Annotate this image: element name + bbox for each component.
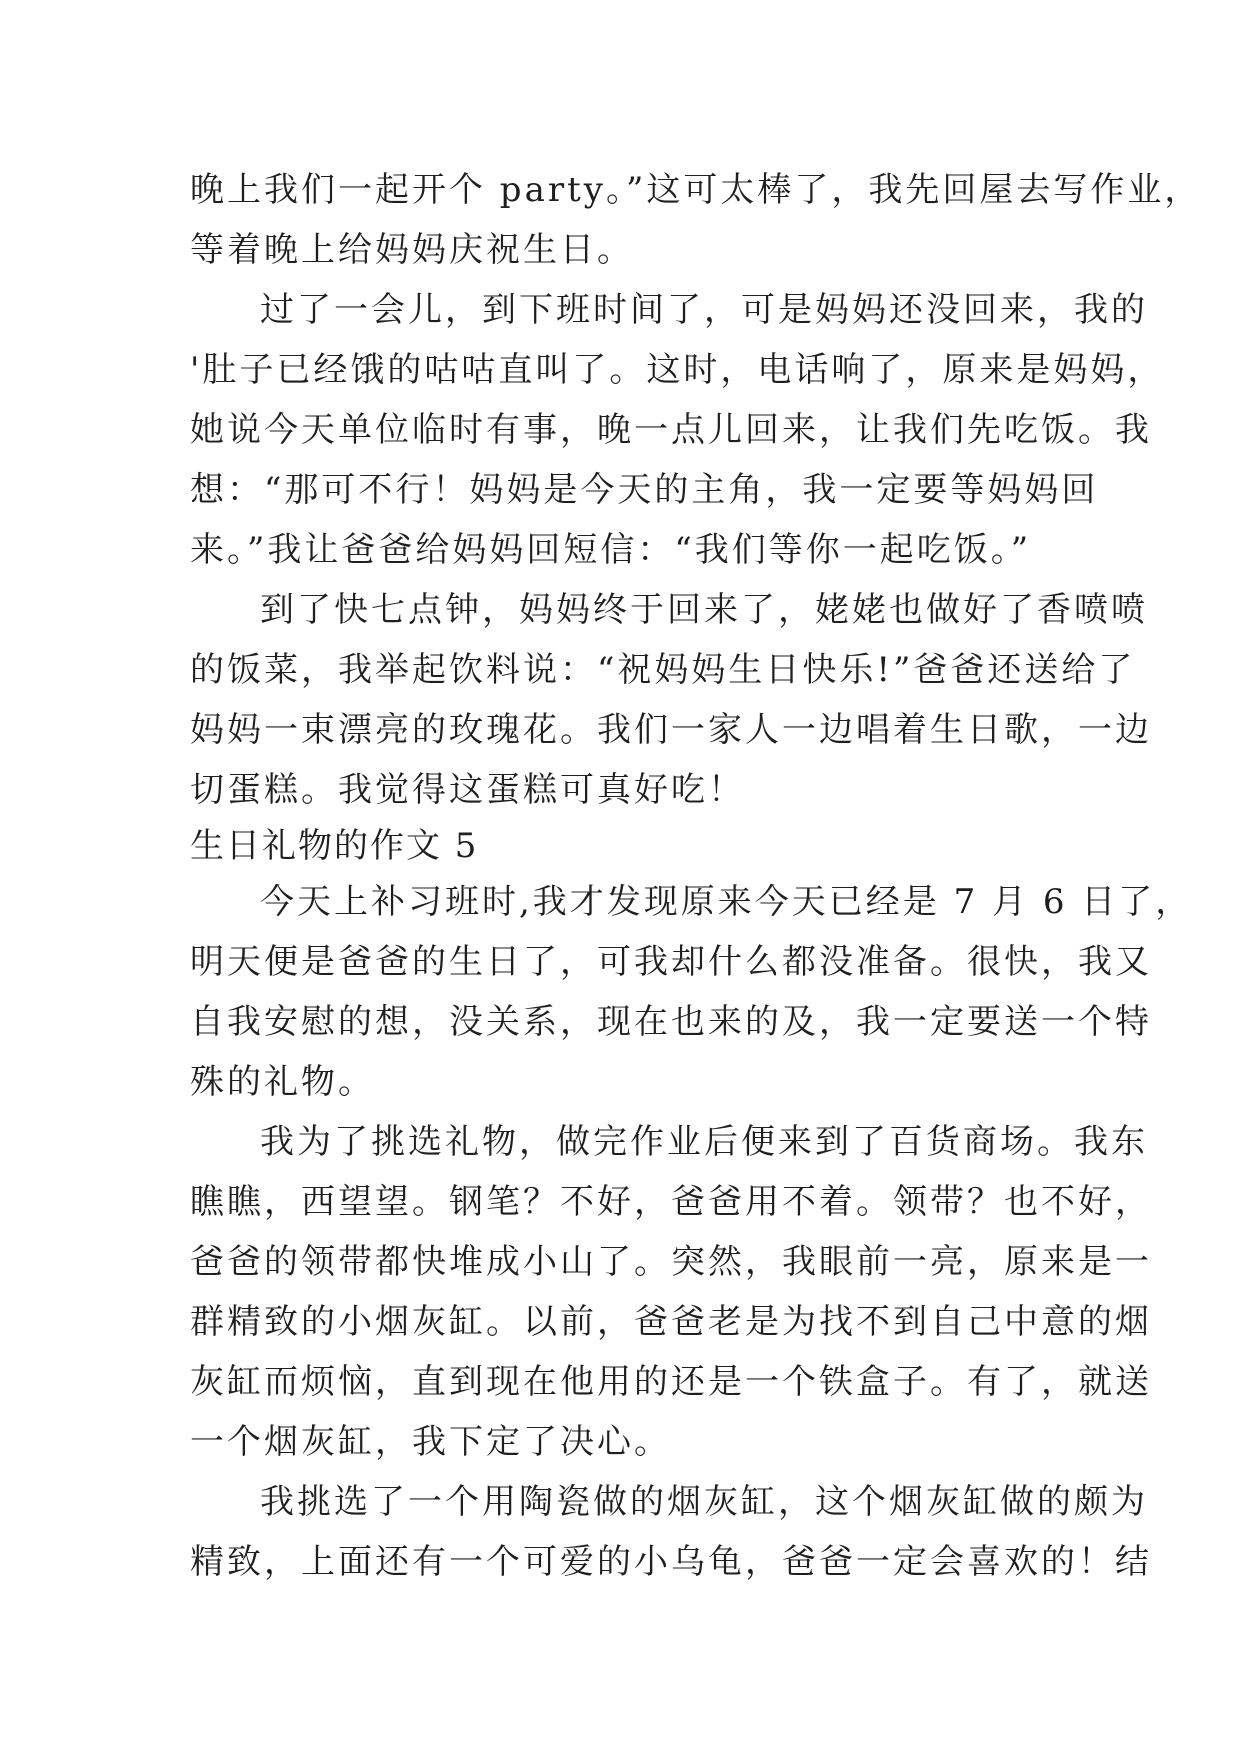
text-line: 灰缸而烦恼，直到现在他用的还是一个铁盒子。有了，就送 [190,1362,1152,1402]
essay-text [190,160,1202,1592]
text-line: 一个烟灰缸，我下定了决心。 [190,1422,671,1462]
text-line: 殊的礼物。 [190,1062,375,1102]
text-line: 的饭菜，我举起饮料说：“祝妈妈生日快乐!”爸爸还送给了 [190,650,1136,690]
text-line: 明天便是爸爸的生日了，可我却什么都没准备。很快，我又 [190,942,1152,982]
text-line: 切蛋糕。我觉得这蛋糕可真好吃！ [190,770,745,810]
section-heading: 生日礼物的作文 5 [190,826,479,866]
text-line: 爸爸的领带都快堆成小山了。突然，我眼前一亮，原来是一 [190,1242,1152,1282]
paragraph-4 [190,872,1193,1112]
text-line: 她说今天单位临时有事，晚一点儿回来，让我们先吃饭。我 [190,410,1152,450]
text-line: 妈妈一束漂亮的玫瑰花。我们一家人一边唱着生日歌，一边 [190,710,1152,750]
text-line: 晚上我们一起开个 party。”这可太棒了，我先回屋去写作业， [190,170,1202,210]
text-line: '肚子已经饿的咕咕直叫了。这时，电话响了，原来是妈妈， [190,350,1165,390]
text-line: 精致，上面还有一个可爱的小乌龟，爸爸一定会喜欢的！结 [190,1542,1152,1582]
text-line: 今天上补习班时,我才发现原来今天已经是 7 月 6 日了， [260,882,1193,922]
text-line: 群精致的小烟灰缸。以前，爸爸老是为找不到自己中意的烟 [190,1302,1152,1342]
text-line: 来。”我让爸爸给妈妈回短信：“我们等你一起吃饭。” [190,530,1032,570]
paragraph-3 [190,580,1152,820]
paragraph-5 [190,1112,1152,1472]
text-line: 自我安慰的想，没关系，现在也来的及，我一定要送一个特 [190,1002,1152,1042]
text-line: 我挑选了一个用陶瓷做的烟灰缸，这个烟灰缸做的颇为 [260,1482,1148,1522]
paragraph-2 [190,280,1165,580]
text-line: 我为了挑选礼物，做完作业后便来到了百货商场。我东 [260,1122,1148,1162]
text-line: 到了快七点钟，妈妈终于回来了，姥姥也做好了香喷喷 [260,590,1148,630]
text-line: 等着晚上给妈妈庆祝生日。 [190,230,634,270]
text-line: 过了一会儿，到下班时间了，可是妈妈还没回来，我的 [260,290,1148,330]
paragraph-6 [190,1472,1152,1592]
text-line: 想：“那可不行！妈妈是今天的主角，我一定要等妈妈回 [190,470,1099,510]
text-line: 瞧瞧，西望望。钢笔？不好，爸爸用不着。领带？也不好， [190,1182,1152,1222]
paragraph-1 [190,160,1202,280]
